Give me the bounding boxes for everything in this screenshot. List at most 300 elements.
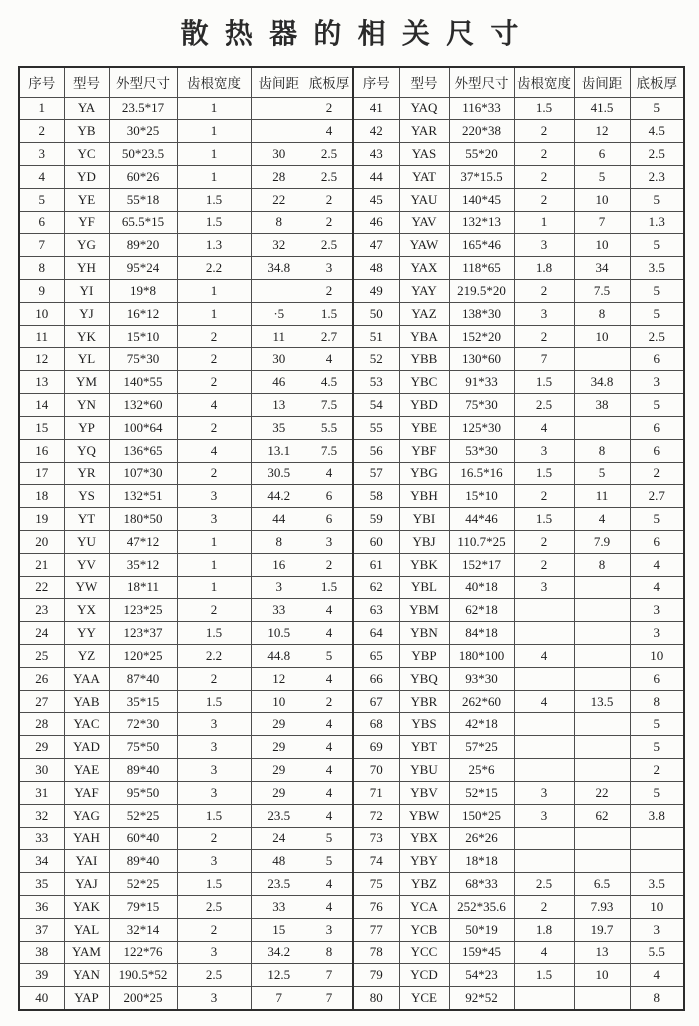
cell-tooth-pitch: 29: [251, 713, 306, 736]
cell-tooth-pitch: [574, 827, 630, 850]
cell-tooth-pitch: 10: [251, 690, 306, 713]
cell-serial-number: 78: [353, 941, 399, 964]
cell-tooth-pitch: 29: [251, 736, 306, 759]
cell-base-thickness: 1.5: [306, 576, 353, 599]
cell-base-thickness: 4: [306, 599, 353, 622]
cell-tooth-root-width: 1.5: [514, 462, 574, 485]
cell-tooth-pitch: 22: [574, 781, 630, 804]
cell-serial-number: 1: [19, 97, 64, 120]
cell-tooth-root-width: 2.2: [177, 257, 251, 280]
cell-serial-number: 75: [353, 873, 399, 896]
table-row: [19, 439, 684, 462]
cell-base-thickness: 5: [306, 827, 353, 850]
cell-tooth-root-width: 1.5: [177, 622, 251, 645]
cell-tooth-pitch: 8: [251, 211, 306, 234]
cell-serial-number: 65: [353, 645, 399, 668]
cell-outer-size: 75*30: [449, 394, 514, 417]
cell-base-thickness: 7.5: [306, 439, 353, 462]
header-tooth-root-width: 齿根宽度: [177, 67, 251, 97]
cell-tooth-root-width: [514, 599, 574, 622]
cell-outer-size: 15*10: [449, 485, 514, 508]
cell-tooth-pitch: [574, 576, 630, 599]
cell-outer-size: 262*60: [449, 690, 514, 713]
cell-tooth-pitch: [574, 713, 630, 736]
cell-base-thickness: 2: [306, 211, 353, 234]
cell-base-thickness: [630, 827, 684, 850]
cell-serial-number: 53: [353, 371, 399, 394]
cell-tooth-root-width: 3: [514, 234, 574, 257]
cell-model: YAI: [64, 850, 109, 873]
cell-base-thickness: 6: [630, 667, 684, 690]
cell-tooth-root-width: 3: [514, 439, 574, 462]
cell-tooth-root-width: [514, 622, 574, 645]
cell-model: YAR: [399, 120, 449, 143]
cell-outer-size: 123*37: [109, 622, 177, 645]
cell-tooth-pitch: 13.1: [251, 439, 306, 462]
cell-tooth-root-width: 2: [514, 325, 574, 348]
table-row: [19, 690, 684, 713]
cell-tooth-pitch: 28: [251, 165, 306, 188]
cell-outer-size: 35*15: [109, 690, 177, 713]
cell-serial-number: 70: [353, 759, 399, 782]
cell-tooth-pitch: 38: [574, 394, 630, 417]
cell-serial-number: 37: [19, 918, 64, 941]
cell-outer-size: 159*45: [449, 941, 514, 964]
cell-base-thickness: 5: [630, 713, 684, 736]
cell-tooth-root-width: 4: [177, 394, 251, 417]
cell-model: YBR: [399, 690, 449, 713]
cell-serial-number: 12: [19, 348, 64, 371]
cell-serial-number: 13: [19, 371, 64, 394]
cell-model: YBG: [399, 462, 449, 485]
cell-model: YV: [64, 553, 109, 576]
cell-outer-size: 26*26: [449, 827, 514, 850]
table-row: [19, 553, 684, 576]
cell-tooth-pitch: 10.5: [251, 622, 306, 645]
cell-base-thickness: 5: [306, 645, 353, 668]
cell-base-thickness: 2: [306, 690, 353, 713]
cell-outer-size: 92*52: [449, 987, 514, 1010]
cell-outer-size: 44*46: [449, 508, 514, 531]
cell-tooth-root-width: 3: [514, 804, 574, 827]
cell-model: YC: [64, 143, 109, 166]
cell-serial-number: 47: [353, 234, 399, 257]
cell-tooth-root-width: 1: [514, 211, 574, 234]
table-row: [19, 348, 684, 371]
cell-serial-number: 16: [19, 439, 64, 462]
cell-base-thickness: 4: [630, 964, 684, 987]
cell-tooth-root-width: 2: [177, 348, 251, 371]
cell-base-thickness: 4: [306, 895, 353, 918]
cell-tooth-pitch: 7: [251, 987, 306, 1010]
cell-serial-number: 43: [353, 143, 399, 166]
cell-serial-number: 62: [353, 576, 399, 599]
cell-tooth-root-width: [514, 667, 574, 690]
cell-tooth-root-width: 2: [514, 165, 574, 188]
cell-base-thickness: 8: [306, 941, 353, 964]
cell-tooth-root-width: 4: [514, 416, 574, 439]
cell-tooth-root-width: 2: [514, 143, 574, 166]
cell-model: YAB: [64, 690, 109, 713]
cell-tooth-root-width: 3: [177, 941, 251, 964]
cell-outer-size: 54*23: [449, 964, 514, 987]
cell-base-thickness: 6: [630, 439, 684, 462]
cell-base-thickness: 8: [630, 690, 684, 713]
cell-model: YBL: [399, 576, 449, 599]
cell-base-thickness: 4: [306, 348, 353, 371]
cell-tooth-root-width: [514, 987, 574, 1010]
cell-model: YAF: [64, 781, 109, 804]
cell-outer-size: 180*50: [109, 508, 177, 531]
table-row: [19, 941, 684, 964]
cell-tooth-root-width: 1.5: [177, 188, 251, 211]
cell-serial-number: 22: [19, 576, 64, 599]
cell-serial-number: 35: [19, 873, 64, 896]
cell-outer-size: 180*100: [449, 645, 514, 668]
cell-serial-number: 18: [19, 485, 64, 508]
table-row: [19, 508, 684, 531]
table-row: [19, 280, 684, 303]
cell-tooth-pitch: 7.5: [574, 280, 630, 303]
cell-base-thickness: 2.5: [306, 165, 353, 188]
cell-base-thickness: 6: [306, 508, 353, 531]
cell-outer-size: 136*65: [109, 439, 177, 462]
cell-serial-number: 11: [19, 325, 64, 348]
cell-serial-number: 74: [353, 850, 399, 873]
cell-tooth-pitch: [574, 736, 630, 759]
table-row: [19, 781, 684, 804]
cell-tooth-pitch: [574, 987, 630, 1010]
cell-model: YE: [64, 188, 109, 211]
table-row: [19, 257, 684, 280]
cell-base-thickness: 2: [306, 280, 353, 303]
cell-serial-number: 48: [353, 257, 399, 280]
cell-serial-number: 51: [353, 325, 399, 348]
cell-serial-number: 77: [353, 918, 399, 941]
cell-base-thickness: 2.5: [630, 143, 684, 166]
cell-serial-number: 3: [19, 143, 64, 166]
cell-model: YM: [64, 371, 109, 394]
cell-base-thickness: 4: [306, 781, 353, 804]
cell-model: YAW: [399, 234, 449, 257]
cell-outer-size: 220*38: [449, 120, 514, 143]
cell-outer-size: 47*12: [109, 530, 177, 553]
cell-outer-size: 23.5*17: [109, 97, 177, 120]
cell-outer-size: 30*25: [109, 120, 177, 143]
cell-outer-size: 190.5*52: [109, 964, 177, 987]
table-row: [19, 211, 684, 234]
cell-outer-size: 25*6: [449, 759, 514, 782]
cell-outer-size: 93*30: [449, 667, 514, 690]
cell-tooth-root-width: 1: [177, 143, 251, 166]
cell-tooth-pitch: 12: [251, 667, 306, 690]
cell-tooth-pitch: 48: [251, 850, 306, 873]
cell-base-thickness: 5: [630, 234, 684, 257]
cell-model: YAG: [64, 804, 109, 827]
cell-outer-size: 75*50: [109, 736, 177, 759]
cell-tooth-pitch: 10: [574, 234, 630, 257]
cell-serial-number: 33: [19, 827, 64, 850]
cell-model: YAL: [64, 918, 109, 941]
table-row: [19, 850, 684, 873]
cell-tooth-pitch: 33: [251, 895, 306, 918]
cell-base-thickness: 5: [630, 97, 684, 120]
cell-tooth-pitch: [574, 850, 630, 873]
cell-serial-number: 41: [353, 97, 399, 120]
cell-tooth-root-width: [514, 827, 574, 850]
cell-base-thickness: 3.5: [630, 873, 684, 896]
cell-tooth-root-width: 2.5: [514, 873, 574, 896]
cell-tooth-pitch: 30: [251, 143, 306, 166]
header-outer-size: 外型尺寸: [449, 67, 514, 97]
cell-outer-size: 165*46: [449, 234, 514, 257]
cell-tooth-pitch: 44.8: [251, 645, 306, 668]
cell-tooth-root-width: 1.5: [514, 508, 574, 531]
cell-tooth-root-width: [514, 713, 574, 736]
cell-model: YAD: [64, 736, 109, 759]
cell-serial-number: 61: [353, 553, 399, 576]
cell-serial-number: 6: [19, 211, 64, 234]
cell-model: YBH: [399, 485, 449, 508]
cell-serial-number: 72: [353, 804, 399, 827]
cell-tooth-pitch: [574, 622, 630, 645]
table-row: [19, 622, 684, 645]
cell-tooth-root-width: 4: [514, 941, 574, 964]
cell-serial-number: 64: [353, 622, 399, 645]
cell-tooth-root-width: 2: [177, 416, 251, 439]
cell-model: YCC: [399, 941, 449, 964]
cell-tooth-pitch: [251, 120, 306, 143]
cell-outer-size: 152*20: [449, 325, 514, 348]
cell-tooth-pitch: [574, 645, 630, 668]
table-row: [19, 165, 684, 188]
table-row: [19, 462, 684, 485]
cell-model: YAP: [64, 987, 109, 1010]
cell-base-thickness: 1.3: [630, 211, 684, 234]
cell-base-thickness: 4: [306, 804, 353, 827]
cell-outer-size: 132*51: [109, 485, 177, 508]
cell-tooth-root-width: 1.5: [177, 873, 251, 896]
cell-tooth-pitch: 5: [574, 165, 630, 188]
cell-model: YZ: [64, 645, 109, 668]
cell-model: YAT: [399, 165, 449, 188]
table-row: [19, 302, 684, 325]
cell-model: YH: [64, 257, 109, 280]
cell-base-thickness: 10: [630, 645, 684, 668]
cell-serial-number: 46: [353, 211, 399, 234]
cell-base-thickness: 2.5: [306, 234, 353, 257]
cell-outer-size: 53*30: [449, 439, 514, 462]
cell-outer-size: 84*18: [449, 622, 514, 645]
cell-model: YBV: [399, 781, 449, 804]
cell-model: YBA: [399, 325, 449, 348]
cell-base-thickness: 4: [306, 622, 353, 645]
cell-tooth-pitch: 8: [574, 302, 630, 325]
cell-tooth-root-width: 7: [514, 348, 574, 371]
cell-serial-number: 71: [353, 781, 399, 804]
cell-tooth-pitch: 29: [251, 781, 306, 804]
cell-model: YBB: [399, 348, 449, 371]
cell-outer-size: 152*17: [449, 553, 514, 576]
cell-model: YBM: [399, 599, 449, 622]
cell-model: YBI: [399, 508, 449, 531]
cell-tooth-pitch: 12.5: [251, 964, 306, 987]
table-row: [19, 736, 684, 759]
table-row: [19, 530, 684, 553]
cell-base-thickness: 8: [630, 987, 684, 1010]
cell-serial-number: 57: [353, 462, 399, 485]
cell-serial-number: 76: [353, 895, 399, 918]
cell-serial-number: 28: [19, 713, 64, 736]
cell-base-thickness: 2: [306, 97, 353, 120]
cell-tooth-pitch: 8: [574, 439, 630, 462]
cell-tooth-root-width: 2: [514, 553, 574, 576]
cell-base-thickness: 2: [306, 188, 353, 211]
cell-tooth-pitch: 34: [574, 257, 630, 280]
cell-serial-number: 15: [19, 416, 64, 439]
cell-serial-number: 60: [353, 530, 399, 553]
cell-serial-number: 66: [353, 667, 399, 690]
cell-tooth-pitch: 7.9: [574, 530, 630, 553]
cell-tooth-pitch: 6.5: [574, 873, 630, 896]
header-tooth-pitch: 齿间距: [574, 67, 630, 97]
cell-model: YAK: [64, 895, 109, 918]
cell-tooth-root-width: [514, 736, 574, 759]
cell-outer-size: 52*25: [109, 873, 177, 896]
cell-model: YAJ: [64, 873, 109, 896]
cell-tooth-root-width: 1.5: [514, 371, 574, 394]
cell-tooth-pitch: 34.2: [251, 941, 306, 964]
table-row: [19, 645, 684, 668]
cell-base-thickness: 3: [630, 371, 684, 394]
cell-tooth-pitch: 19.7: [574, 918, 630, 941]
cell-serial-number: 5: [19, 188, 64, 211]
cell-outer-size: 55*20: [449, 143, 514, 166]
cell-outer-size: 57*25: [449, 736, 514, 759]
cell-outer-size: 252*35.6: [449, 895, 514, 918]
cell-outer-size: 150*25: [449, 804, 514, 827]
header-serial-number: 序号: [353, 67, 399, 97]
cell-tooth-pitch: 34.8: [574, 371, 630, 394]
cell-tooth-pitch: 30.5: [251, 462, 306, 485]
cell-tooth-pitch: 8: [251, 530, 306, 553]
table-row: [19, 987, 684, 1010]
table-row: [19, 97, 684, 120]
cell-outer-size: 130*60: [449, 348, 514, 371]
cell-tooth-root-width: 3: [177, 987, 251, 1010]
cell-tooth-root-width: 1: [177, 302, 251, 325]
cell-tooth-root-width: 2: [514, 120, 574, 143]
cell-tooth-root-width: 3: [177, 759, 251, 782]
cell-tooth-pitch: 6: [574, 143, 630, 166]
cell-tooth-root-width: 1: [177, 165, 251, 188]
cell-base-thickness: 2: [630, 759, 684, 782]
table-row: [19, 394, 684, 417]
cell-tooth-root-width: 4: [514, 645, 574, 668]
cell-tooth-root-width: 3: [177, 736, 251, 759]
cell-model: YBW: [399, 804, 449, 827]
cell-tooth-root-width: 2: [514, 530, 574, 553]
cell-model: YP: [64, 416, 109, 439]
cell-tooth-root-width: 1: [177, 530, 251, 553]
cell-outer-size: 35*12: [109, 553, 177, 576]
cell-outer-size: 138*30: [449, 302, 514, 325]
cell-serial-number: 17: [19, 462, 64, 485]
cell-outer-size: 40*18: [449, 576, 514, 599]
cell-model: YAN: [64, 964, 109, 987]
cell-base-thickness: 10: [630, 895, 684, 918]
cell-tooth-pitch: 44.2: [251, 485, 306, 508]
cell-outer-size: 75*30: [109, 348, 177, 371]
cell-model: YBY: [399, 850, 449, 873]
cell-outer-size: 52*15: [449, 781, 514, 804]
table-row: [19, 576, 684, 599]
cell-model: YAM: [64, 941, 109, 964]
cell-base-thickness: 4: [306, 736, 353, 759]
cell-base-thickness: 5: [630, 394, 684, 417]
cell-outer-size: 116*33: [449, 97, 514, 120]
cell-outer-size: 16.5*16: [449, 462, 514, 485]
cell-base-thickness: 3: [630, 622, 684, 645]
cell-tooth-root-width: 2.5: [177, 964, 251, 987]
cell-tooth-pitch: 11: [574, 485, 630, 508]
cell-base-thickness: 4: [306, 120, 353, 143]
cell-outer-size: 37*15.5: [449, 165, 514, 188]
cell-serial-number: 2: [19, 120, 64, 143]
cell-outer-size: 91*33: [449, 371, 514, 394]
cell-tooth-pitch: [574, 416, 630, 439]
cell-serial-number: 63: [353, 599, 399, 622]
cell-outer-size: 95*24: [109, 257, 177, 280]
cell-model: YD: [64, 165, 109, 188]
table-row: [19, 143, 684, 166]
cell-outer-size: 68*33: [449, 873, 514, 896]
cell-tooth-pitch: 10: [574, 188, 630, 211]
cell-base-thickness: 6: [630, 416, 684, 439]
cell-model: YB: [64, 120, 109, 143]
cell-serial-number: 54: [353, 394, 399, 417]
cell-tooth-pitch: [574, 759, 630, 782]
cell-outer-size: 110.7*25: [449, 530, 514, 553]
cell-serial-number: 38: [19, 941, 64, 964]
cell-outer-size: 16*12: [109, 302, 177, 325]
cell-tooth-pitch: 10: [574, 325, 630, 348]
cell-model: YCB: [399, 918, 449, 941]
cell-outer-size: 118*65: [449, 257, 514, 280]
cell-tooth-root-width: 3: [514, 302, 574, 325]
cell-base-thickness: 2.7: [306, 325, 353, 348]
cell-tooth-root-width: 3: [177, 485, 251, 508]
cell-model: YBN: [399, 622, 449, 645]
table-row: [19, 416, 684, 439]
table-row: [19, 485, 684, 508]
cell-tooth-root-width: [514, 759, 574, 782]
cell-serial-number: 79: [353, 964, 399, 987]
cell-tooth-pitch: 24: [251, 827, 306, 850]
header-tooth-pitch: 齿间距: [251, 67, 306, 97]
cell-serial-number: 27: [19, 690, 64, 713]
cell-tooth-root-width: 2: [177, 599, 251, 622]
cell-base-thickness: 4: [306, 759, 353, 782]
cell-serial-number: 49: [353, 280, 399, 303]
table-row: [19, 759, 684, 782]
cell-model: YBD: [399, 394, 449, 417]
cell-model: YCD: [399, 964, 449, 987]
cell-outer-size: 125*30: [449, 416, 514, 439]
cell-tooth-pitch: 35: [251, 416, 306, 439]
cell-tooth-pitch: [251, 280, 306, 303]
cell-serial-number: 73: [353, 827, 399, 850]
